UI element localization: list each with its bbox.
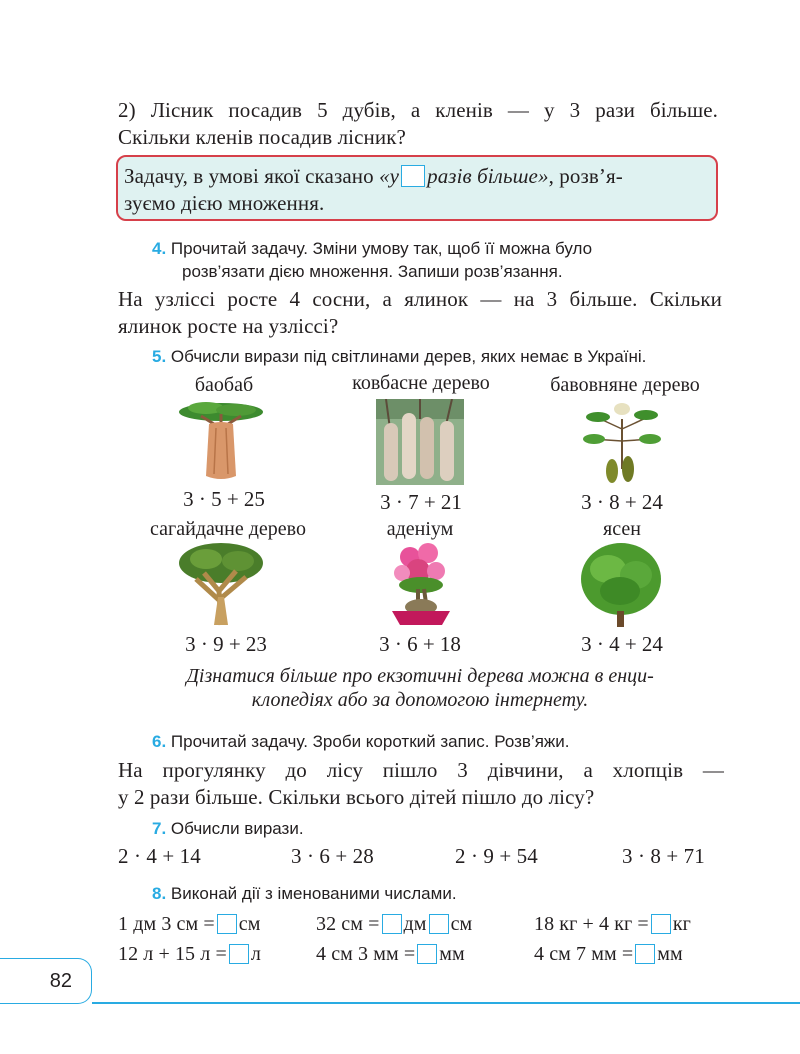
task-8-r1a-text: 1 дм 3 см = xyxy=(118,913,215,935)
task-8-r1c-text: 18 кг + 4 кг = xyxy=(534,913,649,935)
task-4-line-2: розв’язати дією множення. Запиши розв’язання. xyxy=(182,262,563,281)
task-8-row-2c xyxy=(534,941,683,968)
rule-blank-box xyxy=(401,165,425,187)
tree-label-dragon-tree: сагайдачне дерево xyxy=(150,518,306,540)
adenium-image xyxy=(388,541,454,629)
answer-box-r1b-2[interactable] xyxy=(429,914,449,934)
task-8-row-2a xyxy=(118,941,261,968)
rule-quote-end: разів більше» xyxy=(427,164,549,188)
task-6-text-line-2: у 2 рази більше. Скільки всього дітей пішло до лісу? xyxy=(118,785,595,809)
task-8-r2c-unit: мм xyxy=(657,943,683,965)
task-5-note xyxy=(100,664,740,712)
sausage-tree-image xyxy=(376,399,464,485)
task-7-expr-1: 2 · 4 + 14 xyxy=(118,844,201,868)
task-8-r2b-text: 4 см 3 мм = xyxy=(316,943,416,965)
rule-line-1 xyxy=(124,163,710,190)
task-5-note-line-1: Дізнатися більше про екзотичні дерева можна в енци- xyxy=(186,665,654,687)
task-8-r2c-text: 4 см 7 мм = xyxy=(534,943,634,965)
task-8-r2a-unit: л xyxy=(250,943,261,965)
answer-box-r2a[interactable] xyxy=(229,944,249,964)
tree-label-adenium: аденіум xyxy=(386,518,454,540)
baobab-image xyxy=(176,398,266,484)
task-8-instruction-text: Виконай дії з іменованими числами. xyxy=(170,884,457,903)
tree-label-baobab: баобаб xyxy=(194,374,254,396)
task-5-instruction-text: Обчисли вирази під світлинами дерев, яких немає в Україні. xyxy=(170,347,647,366)
task-4-text-line-2: ялинок росте на узліссі? xyxy=(118,314,339,338)
task-8-row-2b xyxy=(316,941,465,968)
problem-2-line-1: 2) Лісник посадив 5 дубів, а кленів — у 3 рази більше. xyxy=(118,98,718,122)
task-8-r2a-text: 12 л + 15 л = xyxy=(118,943,227,965)
problem-2-line-2: Скільки кленів посадив лісник? xyxy=(118,125,406,149)
task-8-row-1a xyxy=(118,911,260,938)
dragon-tree-image xyxy=(176,541,266,627)
task-8-r1a-unit: см xyxy=(238,913,261,935)
answer-box-r1a[interactable] xyxy=(217,914,237,934)
task-5-instruction xyxy=(152,345,732,368)
task-8-r2b-unit: мм xyxy=(439,943,465,965)
task-8-r1b-unit-1: дм xyxy=(403,913,427,935)
rule-text-2: , розв’я- xyxy=(548,164,623,188)
task-8-row-1c xyxy=(534,911,691,938)
task-6-text-line-1: На прогулянку до лісу пішло 3 дівчини, а хлопців — xyxy=(118,758,724,782)
expr-ash: 3 · 4 + 24 xyxy=(581,632,663,656)
expr-dragon-tree: 3 · 9 + 23 xyxy=(185,632,267,656)
task-8-r1b-text: 32 см = xyxy=(316,913,380,935)
cotton-tree-image xyxy=(582,399,662,485)
rule-box xyxy=(116,155,718,221)
task-6-number: 6. xyxy=(152,732,167,751)
answer-box-r1b-1[interactable] xyxy=(382,914,402,934)
task-8-r1b-unit-2: см xyxy=(450,913,473,935)
task-8-row-1b xyxy=(316,911,472,938)
answer-box-r2b[interactable] xyxy=(417,944,437,964)
task-7-instruction-text: Обчисли вирази. xyxy=(170,819,304,838)
task-4-instruction xyxy=(152,237,722,283)
page-number: 82 xyxy=(49,970,72,992)
expr-baobab: 3 · 5 + 25 xyxy=(183,487,265,511)
rule-text-1: Задачу, в умові якої сказано xyxy=(124,164,380,188)
expr-cotton-tree: 3 · 8 + 24 xyxy=(581,490,663,514)
task-6-instruction xyxy=(152,730,570,753)
task-8-number: 8. xyxy=(152,884,167,903)
task-8-r1c-unit: кг xyxy=(672,913,691,935)
tree-label-cotton-tree: бавовняне дерево xyxy=(550,374,700,396)
expr-adenium: 3 · 6 + 18 xyxy=(379,632,461,656)
task-4-number: 4. xyxy=(152,239,167,258)
task-6-instruction-text: Прочитай задачу. Зроби короткий запис. Розв’яжи. xyxy=(170,732,570,751)
task-4-text xyxy=(118,286,722,340)
footer-rule xyxy=(92,1002,800,1004)
task-7-instruction xyxy=(152,817,304,840)
task-8-instruction xyxy=(152,882,457,905)
task-5-number: 5. xyxy=(152,347,167,366)
task-7-number: 7. xyxy=(152,819,167,838)
problem-2 xyxy=(118,97,718,151)
tree-label-ash: ясен xyxy=(603,518,641,540)
task-7-expr-2: 3 · 6 + 28 xyxy=(291,844,374,868)
task-7-expressions xyxy=(0,843,800,871)
ash-tree-image xyxy=(578,541,664,629)
rule-line-2: зуємо дією множення. xyxy=(124,191,325,215)
task-6-text xyxy=(118,757,724,811)
task-7-expr-4: 3 · 8 + 71 xyxy=(622,844,705,868)
answer-box-r2c[interactable] xyxy=(635,944,655,964)
answer-box-r1c[interactable] xyxy=(651,914,671,934)
rule-quote-open: «у xyxy=(379,164,400,188)
task-4-text-line-1: На узліссі росте 4 сосни, а ялинок — на 3 більше. Скільки xyxy=(118,287,722,311)
tree-label-sausage-tree: ковбасне дерево xyxy=(352,372,490,394)
expr-sausage-tree: 3 · 7 + 21 xyxy=(380,490,462,514)
task-4-line-1: Прочитай задачу. Зміни умову так, щоб її можна було xyxy=(170,239,593,258)
task-7-expr-3: 2 · 9 + 54 xyxy=(455,844,538,868)
task-5-note-line-2: клопедіях або за допомогою інтернету. xyxy=(251,689,589,711)
